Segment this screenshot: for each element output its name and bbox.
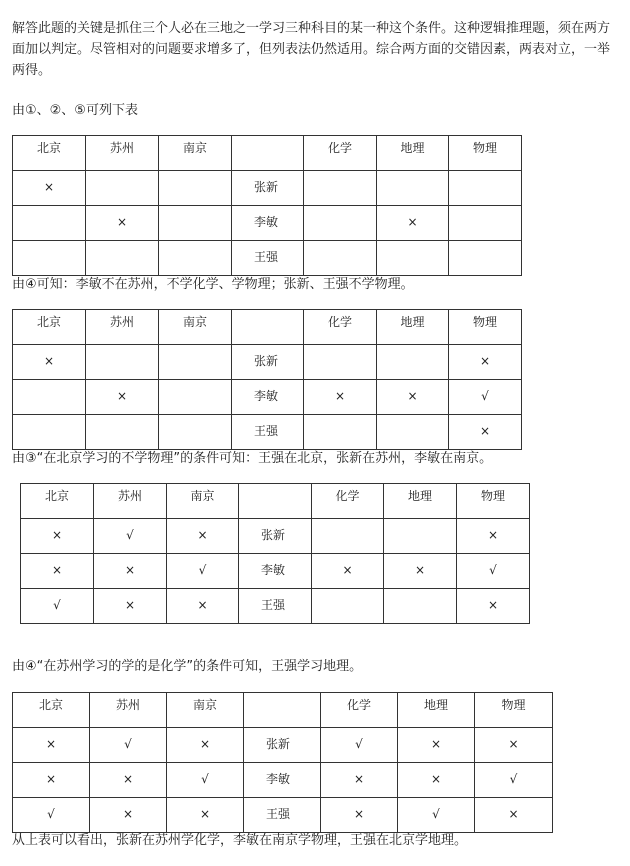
mark (159, 415, 231, 423)
header-cell (377, 310, 449, 345)
mark: × (122, 772, 134, 786)
mark-cell (90, 763, 167, 798)
header-cell (384, 484, 457, 519)
mark-cell (13, 763, 90, 798)
mark: × (353, 772, 365, 786)
table-row (13, 171, 522, 206)
mark-cell (90, 798, 167, 833)
person-name-cell (232, 345, 304, 380)
intro-paragraph: 解答此题的关键是抓住三个人必在三地之一学习三种科目的某一种这个条件。这种逻辑推理题，须在两方面加以判定。尽管相对的问题要求增多了，但列表法仍然适用。综合两方面的交错因素，两表对立，一举两得。 (12, 21, 611, 78)
header-label (239, 484, 311, 488)
mark: × (479, 424, 491, 438)
mark-cell (13, 206, 86, 241)
mark (86, 415, 158, 423)
step3-text: 由③“在北京学习的不学物理”的条件可知：王强在北京，张新在苏州，李敏在南京。 (12, 451, 493, 466)
header-cell (239, 484, 312, 519)
header-label: 化学 (335, 489, 360, 503)
mark: √ (47, 807, 55, 821)
mark-cell (13, 345, 86, 380)
table-row (21, 519, 530, 554)
mark: × (199, 807, 211, 821)
mark-cell (90, 728, 167, 763)
person-name-cell (232, 415, 304, 450)
person-name: 王强 (261, 598, 286, 612)
mark-cell (94, 554, 167, 589)
person-name-cell (244, 763, 321, 798)
table-row (13, 798, 553, 833)
mark-cell (449, 345, 522, 380)
mark: × (199, 737, 211, 751)
mark-cell (167, 554, 239, 589)
mark-cell (159, 206, 232, 241)
person-name-cell (232, 206, 304, 241)
mark-cell (159, 241, 232, 276)
header-row (21, 484, 530, 519)
mark (86, 241, 158, 249)
person-name-cell (239, 554, 312, 589)
mark (159, 171, 231, 179)
mark-cell (159, 380, 232, 415)
mark-cell (457, 519, 530, 554)
header-label: 苏州 (109, 141, 134, 155)
mark-cell (304, 380, 377, 415)
mark: × (430, 772, 442, 786)
conclusion-text: 从上表可以看出，张新在苏州学化学，李敏在南京学物理，王强在北京学地理。 (12, 833, 468, 848)
person-name: 王强 (254, 424, 279, 438)
mark-cell (384, 554, 457, 589)
mark-cell (304, 171, 377, 206)
mark (13, 206, 85, 214)
header-label: 物理 (472, 315, 497, 329)
mark-cell (13, 798, 90, 833)
header-label: 北京 (44, 489, 69, 503)
person-name: 李敏 (254, 389, 279, 403)
mark: × (116, 215, 128, 229)
mark (304, 171, 376, 179)
mark: × (124, 598, 136, 612)
mark: √ (53, 598, 61, 612)
mark-cell (167, 728, 244, 763)
mark (384, 589, 456, 597)
mark-cell (377, 345, 449, 380)
mark-cell (398, 763, 475, 798)
mark-cell (159, 345, 232, 380)
table-row (13, 345, 522, 380)
mark (304, 415, 376, 423)
mark (377, 345, 448, 353)
person-name: 李敏 (254, 215, 279, 229)
header-label: 南京 (190, 489, 215, 503)
mark: × (487, 598, 499, 612)
header-cell (475, 693, 553, 728)
mark-cell (449, 206, 522, 241)
mark: √ (432, 807, 440, 821)
mark-cell (21, 554, 94, 589)
mark: × (342, 563, 353, 577)
mark-cell (167, 798, 244, 833)
person-name-cell (232, 171, 304, 206)
mark-cell (86, 206, 159, 241)
header-label (232, 136, 303, 140)
step2-text: 由④可知：李敏不在苏州，不学化学、学物理；张新、王强不学物理。 (12, 277, 414, 292)
mark: × (45, 772, 57, 786)
header-row (13, 693, 553, 728)
mark: × (508, 737, 519, 751)
header-label: 物理 (501, 698, 526, 712)
mark-cell (312, 589, 384, 624)
mark: √ (124, 737, 132, 751)
mark: × (487, 528, 499, 542)
header-label: 物理 (480, 489, 505, 503)
mark: × (334, 389, 346, 403)
table-row (21, 589, 530, 624)
mark: × (414, 563, 426, 577)
header-cell (244, 693, 321, 728)
mark: × (51, 528, 63, 542)
header-label: 南京 (192, 698, 217, 712)
table-row (13, 763, 553, 798)
mark: × (43, 354, 55, 368)
mark: × (43, 180, 55, 194)
mark (159, 241, 231, 249)
mark (13, 415, 85, 423)
mark: × (197, 528, 208, 542)
mark: × (407, 215, 418, 229)
mark: × (508, 807, 519, 821)
header-label (232, 310, 303, 314)
mark (449, 241, 521, 249)
step1-text: 由①、②、⑤可列下表 (12, 103, 138, 118)
mark-cell (304, 206, 377, 241)
mark-cell (377, 171, 449, 206)
mark-cell (94, 589, 167, 624)
mark: √ (201, 772, 209, 786)
header-cell (377, 136, 449, 171)
mark (312, 589, 383, 597)
header-row (13, 310, 522, 345)
mark: × (407, 389, 418, 403)
mark-cell (449, 171, 522, 206)
person-name: 王强 (266, 807, 291, 821)
mark-cell (159, 171, 232, 206)
mark-cell (384, 589, 457, 624)
header-label: 南京 (182, 315, 207, 329)
header-label: 物理 (472, 141, 497, 155)
mark (304, 241, 376, 249)
mark-cell (13, 380, 86, 415)
header-label: 苏州 (115, 698, 140, 712)
mark: × (122, 807, 134, 821)
header-cell (13, 693, 90, 728)
table-row (13, 241, 522, 276)
mark: × (197, 598, 208, 612)
mark-cell (86, 241, 159, 276)
mark: × (51, 563, 63, 577)
mark (449, 206, 521, 214)
header-cell (398, 693, 475, 728)
header-cell (13, 136, 86, 171)
mark-cell (377, 241, 449, 276)
header-cell (13, 310, 86, 345)
header-cell (304, 310, 377, 345)
mark-cell (86, 415, 159, 450)
header-cell (159, 136, 232, 171)
mark: √ (489, 563, 497, 577)
mark (304, 345, 376, 353)
header-cell (232, 136, 304, 171)
mark (13, 241, 85, 249)
mark (377, 415, 448, 423)
mark-cell (457, 589, 530, 624)
mark-cell (94, 519, 167, 554)
mark-cell (304, 415, 377, 450)
header-cell (159, 310, 232, 345)
mark-cell (321, 728, 398, 763)
mark: √ (198, 563, 207, 577)
header-label: 地理 (407, 489, 432, 503)
mark-cell (321, 798, 398, 833)
header-label: 化学 (327, 315, 352, 329)
mark-cell (167, 519, 239, 554)
mark-cell (167, 589, 239, 624)
mark-cell (86, 345, 159, 380)
table-row (21, 554, 530, 589)
person-name: 张新 (266, 737, 291, 751)
mark-cell (13, 241, 86, 276)
mark (449, 171, 521, 179)
header-cell (94, 484, 167, 519)
mark-cell (13, 415, 86, 450)
mark: √ (355, 737, 363, 751)
table-step2 (12, 309, 522, 450)
mark-cell (449, 241, 522, 276)
table-row (13, 728, 553, 763)
person-name: 张新 (261, 528, 286, 542)
mark (304, 206, 376, 214)
mark-cell (304, 241, 377, 276)
person-name-cell (232, 380, 304, 415)
mark-cell (475, 798, 553, 833)
header-cell (86, 136, 159, 171)
mark-cell (13, 171, 86, 206)
mark-cell (21, 589, 94, 624)
header-cell (321, 693, 398, 728)
mark: × (116, 389, 128, 403)
header-cell (449, 136, 522, 171)
mark-cell (457, 554, 530, 589)
header-label: 地理 (400, 315, 425, 329)
mark-cell (159, 415, 232, 450)
mark: √ (481, 389, 489, 403)
mark: √ (509, 772, 518, 786)
mark-cell (377, 206, 449, 241)
header-cell (167, 693, 244, 728)
header-label: 化学 (327, 141, 352, 155)
header-cell (167, 484, 239, 519)
header-label: 南京 (182, 141, 207, 155)
person-name-cell (244, 728, 321, 763)
mark-cell (86, 171, 159, 206)
mark: × (124, 563, 136, 577)
mark-cell (475, 728, 553, 763)
mark (384, 519, 456, 527)
mark-cell (21, 519, 94, 554)
mark (86, 345, 158, 353)
mark-cell (312, 554, 384, 589)
mark-cell (86, 380, 159, 415)
mark (159, 206, 231, 214)
table-row (13, 415, 522, 450)
header-label: 苏州 (117, 489, 142, 503)
mark-cell (304, 345, 377, 380)
table-step4 (12, 692, 553, 833)
mark-cell (398, 798, 475, 833)
mark: × (479, 354, 491, 368)
mark-cell (398, 728, 475, 763)
header-label: 北京 (36, 315, 61, 329)
header-label: 北京 (38, 698, 63, 712)
mark-cell (449, 380, 522, 415)
header-cell (90, 693, 167, 728)
header-label (244, 693, 320, 697)
person-name-cell (232, 241, 304, 276)
header-cell (86, 310, 159, 345)
mark (159, 380, 231, 388)
header-cell (304, 136, 377, 171)
header-cell (21, 484, 94, 519)
mark (86, 171, 158, 179)
header-cell (312, 484, 384, 519)
person-name: 李敏 (261, 563, 286, 577)
mark-cell (449, 415, 522, 450)
mark-cell (312, 519, 384, 554)
header-label: 地理 (423, 698, 448, 712)
mark-cell (384, 519, 457, 554)
mark (159, 345, 231, 353)
table-step1 (12, 135, 522, 276)
mark-cell (475, 763, 553, 798)
mark (377, 241, 448, 249)
table-step3 (20, 483, 530, 624)
person-name-cell (239, 519, 312, 554)
person-name: 张新 (254, 354, 279, 368)
header-cell (232, 310, 304, 345)
header-label: 化学 (346, 698, 371, 712)
header-row (13, 136, 522, 171)
person-name-cell (239, 589, 312, 624)
mark (312, 519, 383, 527)
mark: × (353, 807, 365, 821)
step4-text: 由④“在苏州学习的学的是化学”的条件可知，王强学习地理。 (12, 659, 363, 674)
mark-cell (167, 763, 244, 798)
mark (377, 171, 448, 179)
header-cell (449, 310, 522, 345)
table-row (13, 380, 522, 415)
person-name-cell (244, 798, 321, 833)
mark: √ (126, 528, 134, 542)
table-row (13, 206, 522, 241)
mark-cell (13, 728, 90, 763)
mark: × (430, 737, 442, 751)
header-label: 苏州 (109, 315, 134, 329)
person-name: 张新 (254, 180, 279, 194)
header-label: 地理 (400, 141, 425, 155)
mark-cell (377, 415, 449, 450)
mark: × (45, 737, 57, 751)
mark (13, 380, 85, 388)
mark-cell (321, 763, 398, 798)
header-cell (457, 484, 530, 519)
person-name: 李敏 (266, 772, 291, 786)
person-name: 王强 (254, 250, 279, 264)
mark-cell (377, 380, 449, 415)
header-label: 北京 (36, 141, 61, 155)
